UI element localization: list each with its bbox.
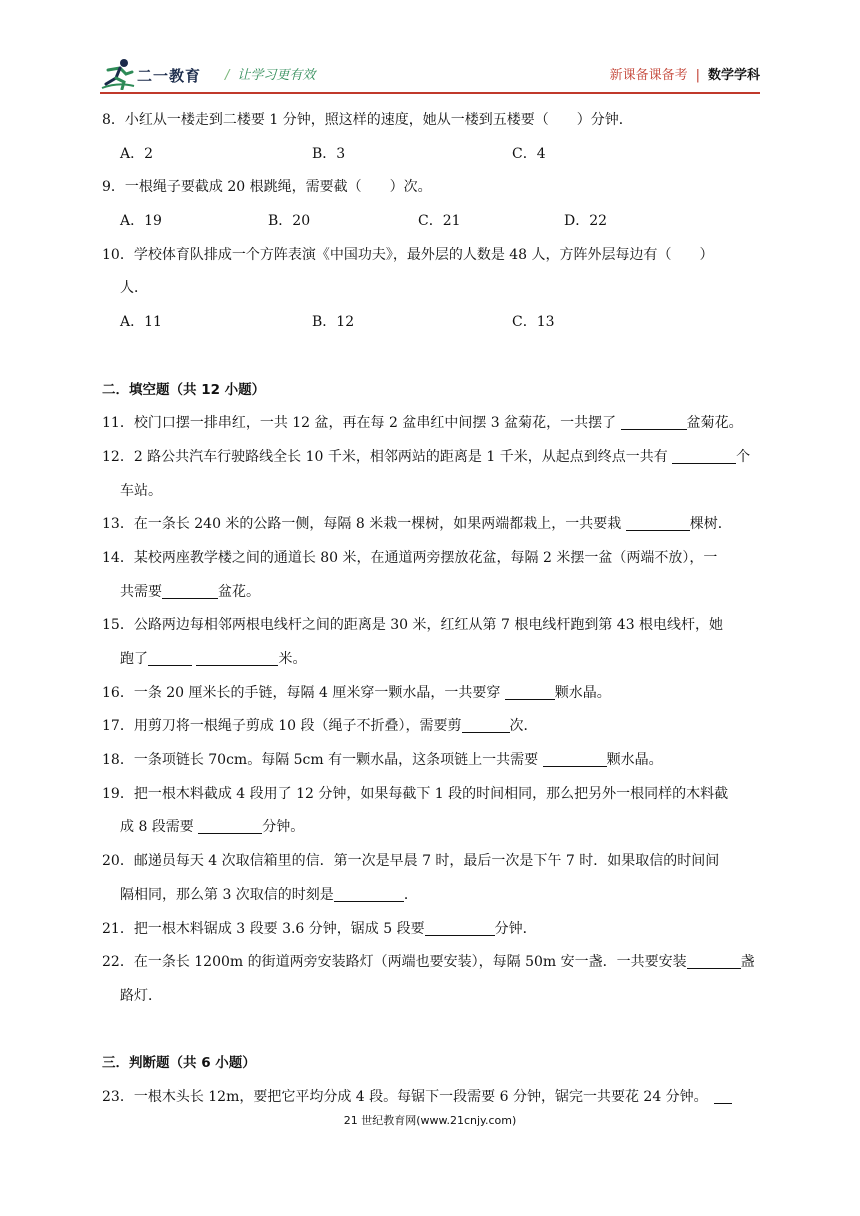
answer-blank: [148, 651, 192, 666]
spacer: [102, 1014, 762, 1048]
option-d: D．22: [564, 213, 608, 230]
question-10-options: [102, 306, 762, 340]
header-rule: [100, 92, 760, 94]
header-tagline: 新课备课备考: [609, 68, 688, 83]
option-b: B．12: [312, 314, 355, 331]
question-17-text: 17．用剪刀将一根绳子剪成 10 段（绳子不折叠），需要剪: [102, 718, 462, 735]
slogan-slash: /: [225, 68, 230, 83]
answer-blank: [198, 819, 262, 834]
answer-blank: [687, 954, 741, 969]
option-b: B．20: [268, 213, 311, 230]
question-14-line-2: [102, 576, 762, 610]
question-19-suffix: 分钟。: [262, 819, 305, 836]
question-21: [102, 913, 762, 947]
question-18-text: 18．一条项链长 70cm。每隔 5cm 有一颗水晶，这条项链上一共需要: [102, 752, 543, 769]
question-8-options: [102, 138, 762, 172]
question-13: [102, 508, 762, 542]
question-11-suffix: 盆菊花。: [686, 415, 743, 432]
page-footer: 21 世纪教育网(www.21cnjy.com): [343, 1114, 517, 1127]
question-19-line-2: [102, 811, 762, 845]
option-a: A．11: [120, 314, 162, 331]
option-b: B．3: [312, 145, 346, 162]
slogan-text: 让学习更有效: [237, 68, 316, 83]
answer-blank: [626, 516, 690, 531]
brand-logo: [100, 58, 220, 90]
answer-blank: [543, 752, 607, 767]
question-9: 9．一根绳子要截成 20 根跳绳，需要截（ ）次。: [102, 179, 432, 196]
option-c: C．13: [512, 314, 555, 331]
question-21-text: 21．把一根木料锯成 3 段要 3.6 分钟，锯成 5 段要: [102, 920, 425, 937]
answer-blank: [714, 1089, 732, 1104]
slogan: [225, 64, 315, 83]
question-19-line-1: 19．把一根木料截成 4 段用了 12 分钟，如果每截下 1 段的时间相同，那么把另外一根同样的木料截: [102, 785, 729, 802]
question-19-text: 成 8 段需要: [120, 819, 199, 836]
question-18-suffix: 颗水晶。: [606, 752, 663, 769]
question-14-suffix: 盆花。: [218, 583, 260, 600]
answer-blank: [334, 887, 404, 902]
question-14-line-1: 14．某校两座教学楼之间的通道长 80 米，在通道两旁摆放花盆，每隔 2 米摆一盆（两端不放），一: [102, 549, 718, 566]
answer-blank: [672, 449, 736, 464]
document-body: [102, 104, 762, 1115]
question-22-suffix: 盏: [740, 954, 755, 971]
section-2-title: 二．填空题（共 12 小题）: [102, 381, 266, 398]
answer-blank: [462, 718, 510, 733]
logo-text: 二一教育: [137, 67, 202, 85]
page-header: [100, 56, 760, 94]
question-12-suffix: 个: [736, 448, 751, 465]
question-18: [102, 744, 762, 778]
answer-blank: [196, 651, 278, 666]
question-9-options: [102, 205, 762, 239]
question-20-suffix: ．: [403, 886, 418, 903]
question-8: 8．小红从一楼走到二楼要 1 分钟，照这样的速度，她从一楼到五楼要（ ）分钟．: [102, 112, 633, 128]
option-a: A．2: [120, 145, 154, 162]
question-20-line-1: 20．邮递员每天 4 次取信箱里的信．第一次是早晨 7 时，最后一次是下午 7 时．如果取信的时间间: [102, 853, 720, 870]
question-11-text: 11．校门口摆一排串红，一共 12 盆，再在每 2 盆串红中间摆 3 盆菊花，一共摆了: [102, 415, 621, 432]
option-c: C．21: [418, 213, 461, 230]
question-22-text: 22．在一条长 1200m 的街道两旁安装路灯（两端也要安装），每隔 50m 安一盏．一共要安装: [102, 954, 687, 971]
header-separator: |: [695, 68, 700, 83]
answer-blank: [505, 685, 555, 700]
option-a: A．19: [120, 213, 162, 230]
question-16-suffix: 颗水晶。: [554, 684, 611, 701]
question-17: [102, 710, 762, 744]
question-15-line-2: [102, 643, 762, 677]
question-10-line-1: 10．学校体育队排成一个方阵表演《中国功夫》，最外层的人数是 48 人，方阵外层每边有（ ）: [102, 246, 714, 263]
header-right: [610, 64, 760, 83]
header-subject: 数学学科: [707, 68, 760, 83]
question-12: [102, 441, 762, 475]
question-20-text: 隔相同，那么第 3 次取信的时刻是: [120, 886, 334, 903]
question-16-text: 16．一条 20 厘米长的手链，每隔 4 厘米穿一颗水晶，一共要穿: [102, 684, 505, 701]
answer-blank: [425, 921, 495, 936]
answer-blank: [621, 415, 687, 430]
question-10-line-2: 人．: [120, 280, 148, 297]
question-23-text: 23．一根木头长 12m，要把它平均分成 4 段。每锯下一段需要 6 分钟，锯完一共要花 24 分钟。: [102, 1088, 708, 1105]
question-11: [102, 407, 762, 441]
question-13-text: 13．在一条长 240 米的公路一侧，每隔 8 米栽一棵树，如果两端都栽上，一共要栽: [102, 516, 626, 533]
question-12-text: 12．2 路公共汽车行驶路线全长 10 千米，相邻两站的距离是 1 千米，从起点到终点一共有: [102, 448, 673, 465]
option-c: C．4: [512, 145, 546, 162]
question-15-text: 跑了: [120, 651, 148, 667]
question-15-line-1: 15．公路两边每相邻两根电线杆之间的距离是 30 米，红红从第 7 根电线杆跑到第 43 根电线杆，她: [102, 617, 724, 634]
question-22: [102, 946, 762, 980]
question-23: [102, 1081, 762, 1115]
question-15-suffix: 米。: [278, 651, 307, 667]
question-16: [102, 677, 762, 711]
spacer: [102, 340, 762, 374]
question-21-suffix: 分钟．: [494, 920, 537, 937]
running-figure-icon: [100, 58, 136, 90]
answer-blank: [162, 584, 218, 599]
question-14-text: 共需要: [120, 583, 162, 600]
question-22-line-2: 路灯．: [120, 987, 162, 1004]
section-3-title: 三．判断题（共 6 小题）: [102, 1055, 256, 1072]
question-17-suffix: 次．: [509, 718, 538, 735]
question-13-suffix: 棵树．: [689, 516, 732, 533]
question-12-line-2: 车站。: [120, 482, 162, 499]
question-20-line-2: [102, 879, 762, 913]
